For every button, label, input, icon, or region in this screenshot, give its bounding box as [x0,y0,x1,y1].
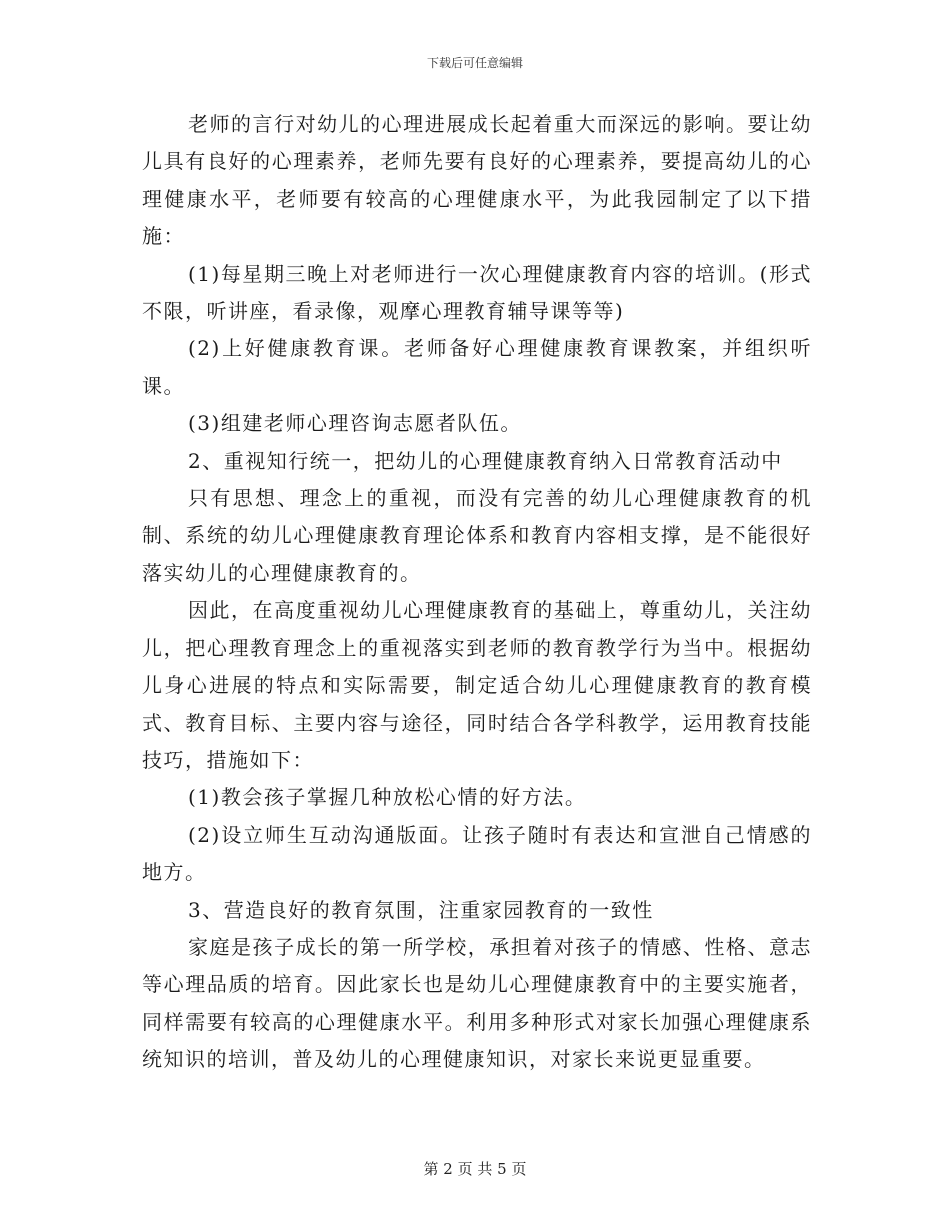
paragraph-item-1: (1)教会孩子掌握几种放松心情的好方法。 [188,785,587,810]
page-header: 下载后可任意编辑 [426,56,523,70]
document-body [142,106,812,1079]
paragraph-family: 家庭是孩子成长的第一所学校，承担着对孩子的情感、性格、意志等心理品质的培育。因此家长也是幼儿心理健康教育中的主要实施者，同样需要有较高的心理健康水平。利用多种形式对家长加强心理健康系统知识的培训，普及幼儿的心理健康知识，对家长来说更显重要。 [142,934,812,1072]
paragraph-measure-2: (2)上好健康教育课。老师备好心理健康教育课教案，并组织听课。 [142,336,812,398]
section-heading-2: 2、重视知行统一，把幼儿的心理健康教育纳入日常教育活动中 [188,448,783,473]
paragraph-therefore: 因此，在高度重视幼儿心理健康教育的基础上，尊重幼儿，关注幼儿，把心理教育理念上的重视落实到老师的教育教学行为当中。根据幼儿身心进展的特点和实际需要，制定适合幼儿心理健康教育的教育模式、教育目标、主要内容与途径，同时结合各学科教学，运用教育技能技巧，措施如下： [142,598,812,772]
paragraph-item-2: (2)设立师生互动沟通版面。让孩子随时有表达和宣泄自己情感的地方。 [142,822,812,885]
paragraph-intro: 老师的言行对幼儿的心理进展成长起着重大而深远的影响。要让幼儿具有良好的心理素养，老师先要有良好的心理素养，要提高幼儿的心理健康水平，老师要有较高的心理健康水平，为此我园制定了以下措施： [142,112,812,249]
paragraph-measure-3: (3)组建老师心理咨询志愿者队伍。 [188,411,522,436]
section-heading-3: 3、营造良好的教育氛围，注重家园教育的一致性 [188,897,654,922]
paragraph-mechanism: 只有思想、理念上的重视，而没有完善的幼儿心理健康教育的机制、系统的幼儿心理健康教育理论体系和教育内容相支撑，是不能很好落实幼儿的心理健康教育的。 [142,486,812,585]
paragraph-measure-1: (1)每星期三晚上对老师进行一次心理健康教育内容的培训。(形式不限，听讲座，看录像，观摩心理教育辅导课等等) [142,261,812,324]
page-number: 第 2 页 共 5 页 [423,1160,527,1178]
